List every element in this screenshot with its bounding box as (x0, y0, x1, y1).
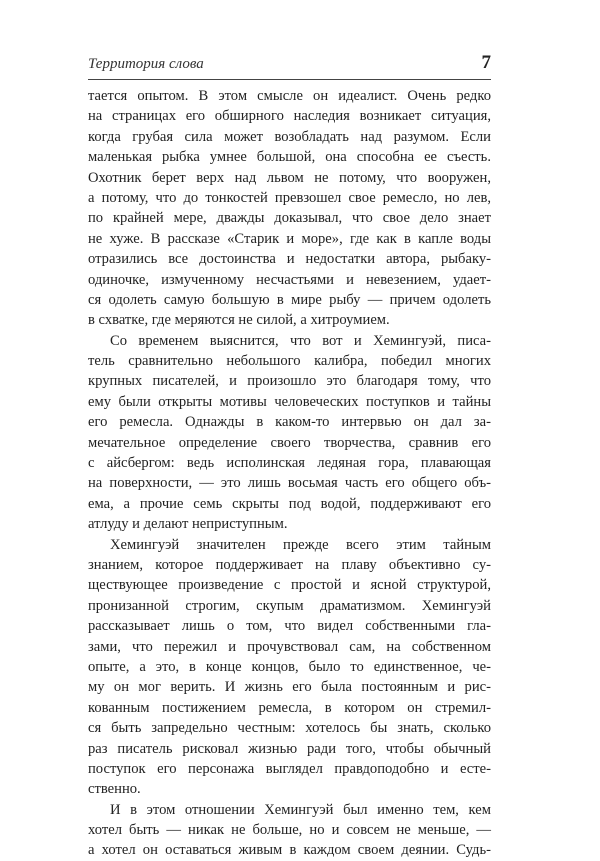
text-line: тается опытом. В этом смысле он идеалист. Очень редко (88, 88, 491, 104)
text-line: ему были открыты мотивы человеческих поступков и тайны (88, 393, 491, 410)
running-title: Территория слова (88, 56, 204, 72)
text-line: атлуду и делают неприступным. (88, 516, 288, 533)
text-line: ся одолеть самую большую в мире рыбу — причем одолеть (88, 291, 491, 308)
page-header (88, 52, 491, 82)
text-line: рассказывает лишь о том, что видел собственными гла- (88, 618, 491, 635)
text-line: на страницах его обширного наследия возникает ситуация, (88, 108, 491, 125)
page-number: 7 (481, 52, 491, 73)
text-line: ственно. (88, 781, 141, 798)
text-line: с айсбергом: ведь исполинская ледяная гора, плавающая (88, 455, 491, 472)
text-line: а хотел он оставаться живым в каждом своем деянии. Судь- (88, 842, 491, 859)
text-line: а потому, что до тонкостей превзошел свое ремесло, но лев, (88, 189, 491, 206)
text-line: Хемингуэй значителен прежде всего этим тайным (110, 536, 491, 553)
text-line: крупных писателей, и произошло это благодаря тому, что (88, 373, 491, 390)
header-rule (88, 79, 491, 80)
text-line: мечательное определение своего творчества, сравнив его (88, 434, 491, 451)
text-line: поступок его персонажа выглядел правдоподобно и есте- (88, 760, 491, 777)
text-line: кованным постижением ремесла, в котором он стремил- (88, 699, 491, 716)
text-line: отразились все достоинства и недостатки автора, рыбаку- (88, 251, 491, 268)
text-line: ема, а прочие семь скрыты под водой, поддерживают его (88, 495, 491, 512)
text-line: И в этом отношении Хемингуэй был именно тем, кем (110, 801, 491, 818)
text-line: пронизанной строгим, скупым драматизмом. Хемингуэй (88, 597, 491, 614)
text-line: Охотник берет верх над львом не потому, что вооружен, (88, 169, 491, 186)
text-line: в схватке, где меряются не силой, а хитроумием. (88, 312, 390, 329)
text-line: ществующее произведение с простой и ясной структурой, (88, 577, 491, 594)
text-line: опыте, а это, в конце концов, было то единственное, че- (88, 658, 491, 675)
text-line: не хуже. В рассказе «Старик и море», где как в капле воды (88, 230, 491, 247)
text-line: его ремесла. Однажды в каком-то интервью он дал за- (88, 414, 491, 431)
text-line: му он мог верить. И жизнь его была постоянным и рис- (88, 679, 491, 696)
text-line: тель сравнительно небольшого калибра, победил многих (88, 353, 491, 370)
text-line: одиночке, измученному несчастьями и невезением, удает- (88, 271, 491, 288)
text-line: на поверхности, — это лишь восьмая часть его общего объ- (88, 475, 491, 492)
text-line: Со временем выяснится, что вот и Хемингуэй, писа- (110, 332, 491, 349)
text-line: когда грубая сила может возобладать над разумом. Если (88, 128, 491, 145)
text-line: хотел быть — никак не больше, но и совсем не меньше, — (88, 822, 491, 839)
text-line: маленькая рыбка умнее большой, она способна ее съесть. (88, 149, 491, 166)
text-line: зами, что пережил и прочувствовал сам, на собственном (88, 638, 491, 655)
text-line: знанием, которое поддерживает на плаву объективно су- (88, 556, 491, 573)
text-line: ся быть запредельно честным: хотелось бы знать, сколько (88, 720, 491, 737)
text-line: раз писатель рисковал жизнью ради того, чтобы обычный (88, 740, 491, 757)
text-line: по крайней мере, дважды доказывал, что свое дело знает (88, 210, 491, 227)
body-text (88, 86, 491, 861)
